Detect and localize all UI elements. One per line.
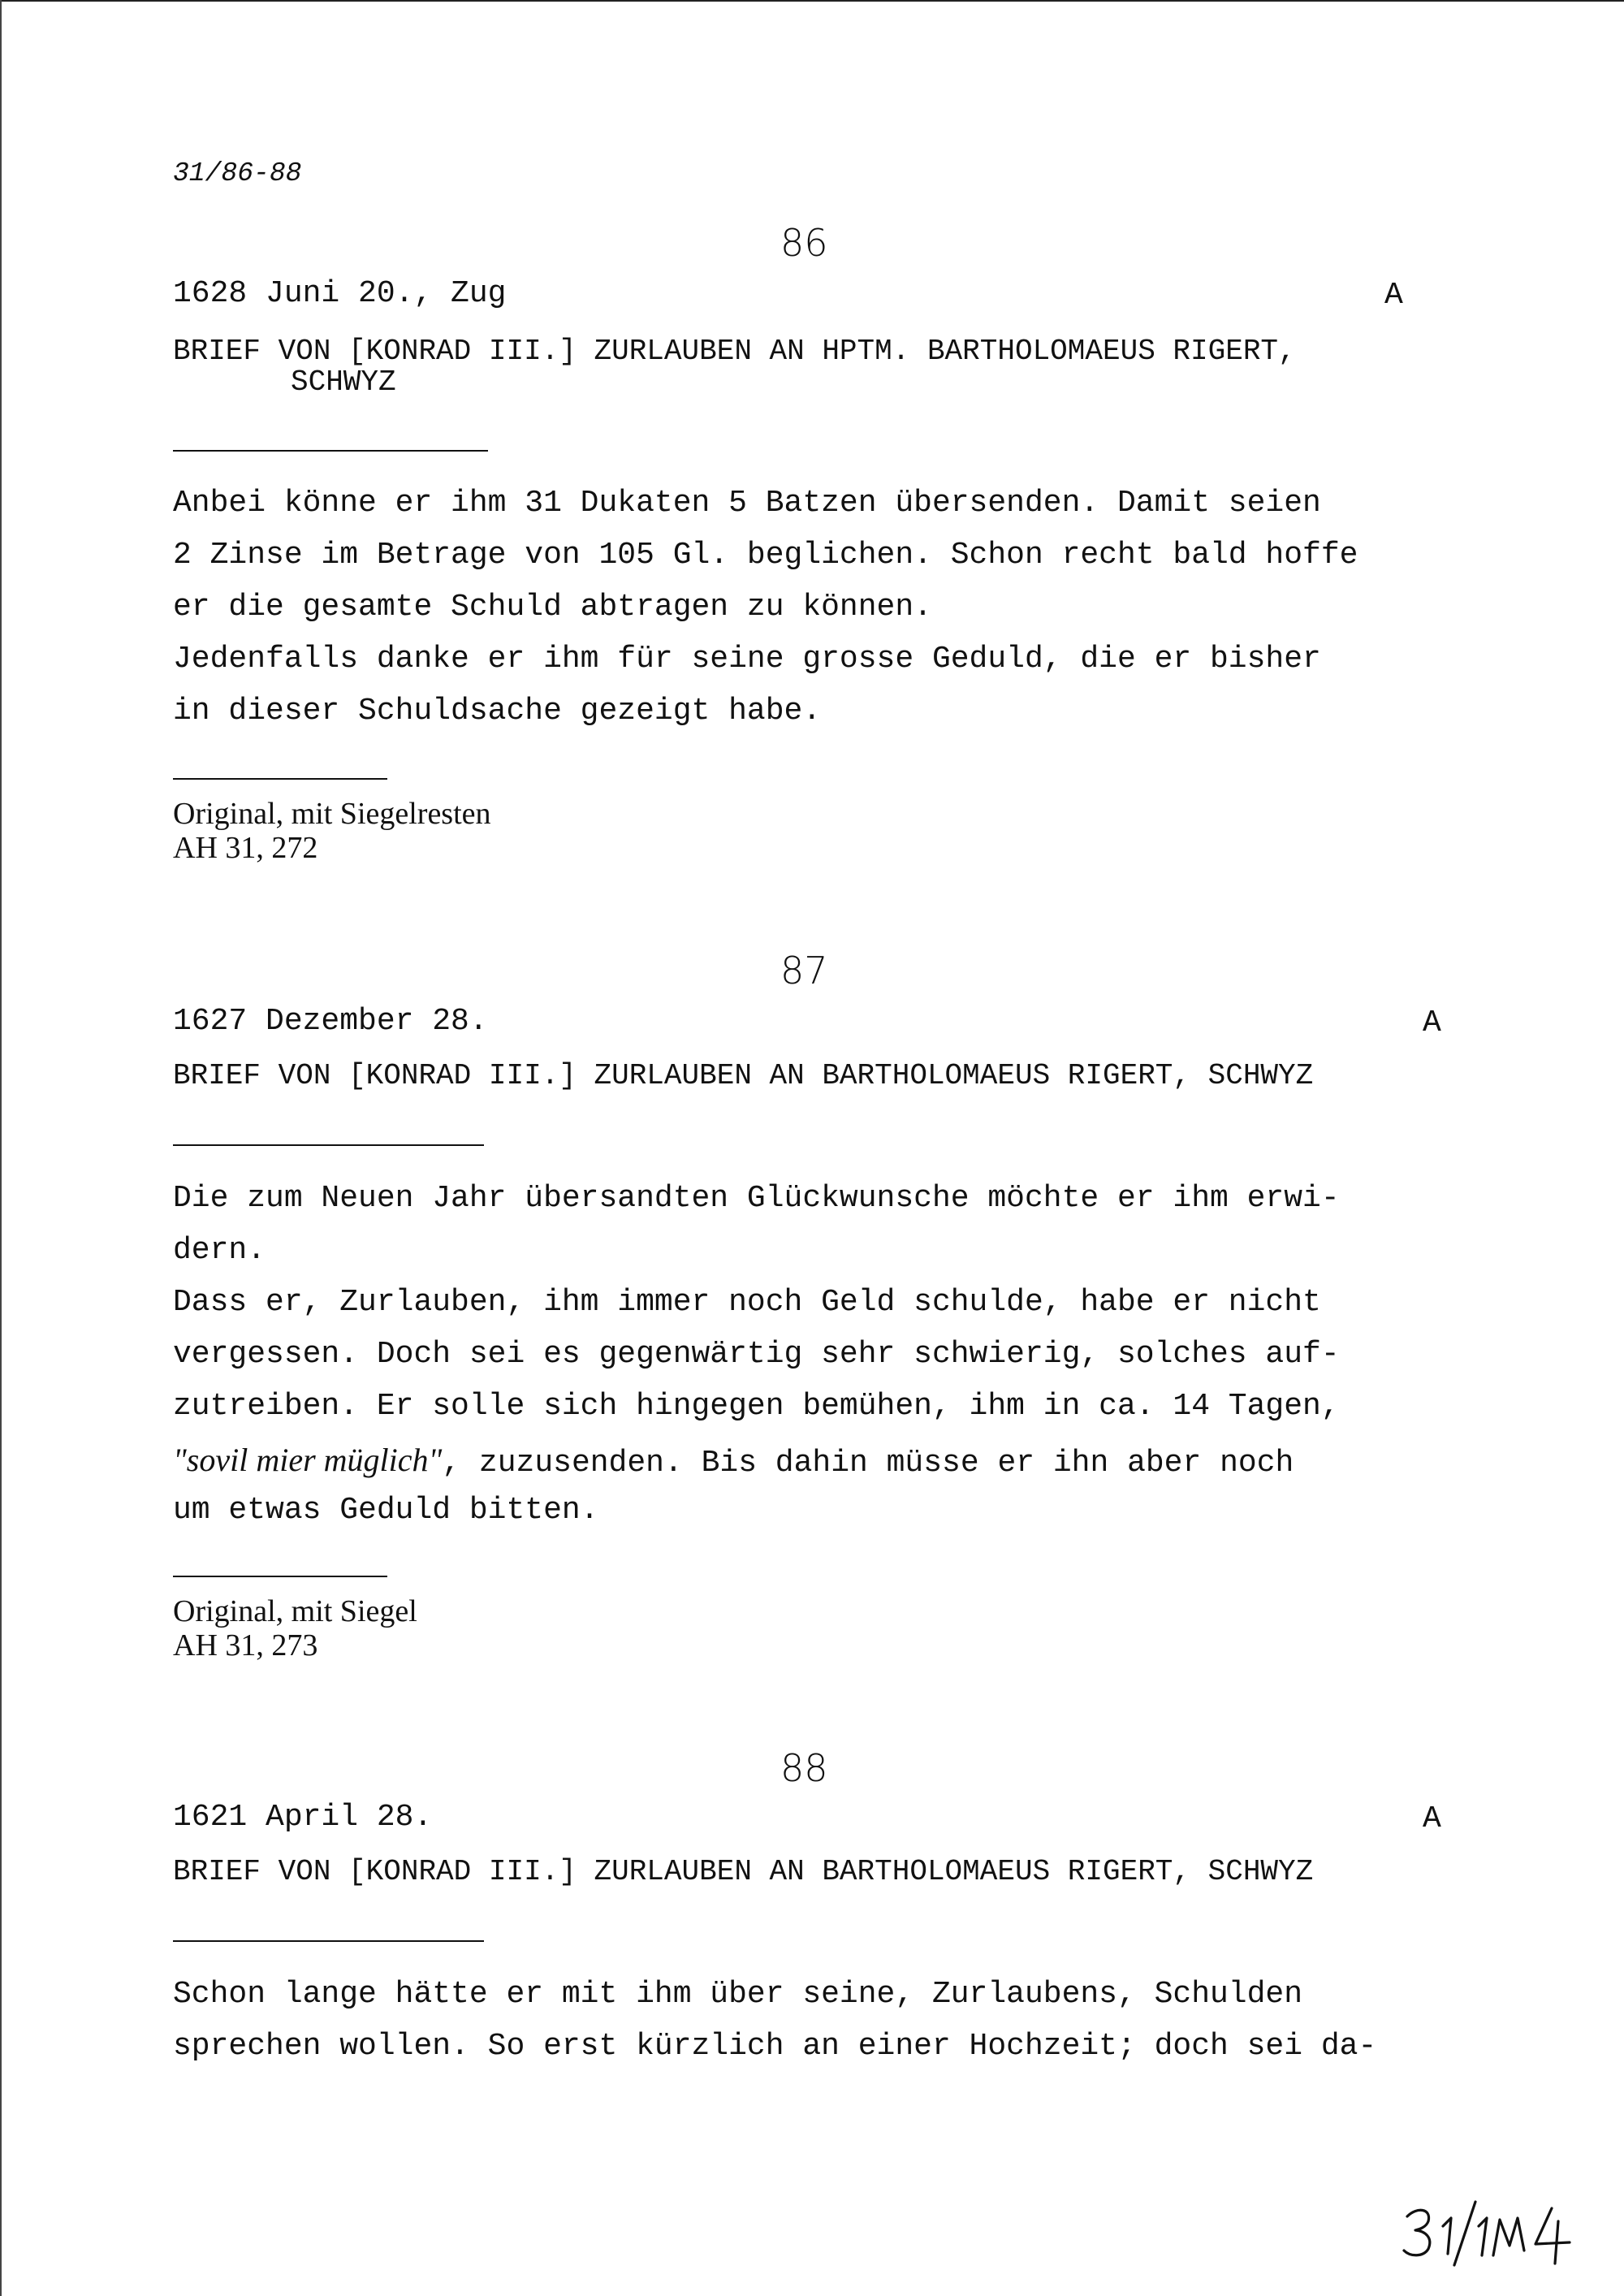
body-line: dern. bbox=[173, 1233, 266, 1268]
body-line: Jedenfalls danke er ihm für seine grosse Geduld, die er bisher bbox=[173, 642, 1321, 677]
body-line: zutreiben. Er solle sich hingegen bemühen, ihm in ca. 14 Tagen, bbox=[173, 1389, 1340, 1424]
entry-title-line: BRIEF VON [KONRAD III.] ZURLAUBEN AN BARTHOLOMAEUS RIGERT, SCHWYZ bbox=[173, 1855, 1314, 1888]
body-line: Schon lange hätte er mit ihm über seine, Zurlaubens, Schulden bbox=[173, 1977, 1303, 2012]
body-line: in dieser Schuldsache gezeigt habe. bbox=[173, 694, 822, 729]
scan-edge-top bbox=[0, 0, 1624, 2]
divider bbox=[173, 1144, 484, 1146]
entry-date: 1628 Juni 20., Zug bbox=[173, 276, 507, 311]
entry-date: 1627 Dezember 28. bbox=[173, 1004, 488, 1039]
body-line: Anbei könne er ihm 31 Dukaten 5 Batzen übersenden. Damit seien bbox=[173, 486, 1321, 521]
handwritten-page-mark bbox=[1401, 2197, 1596, 2270]
body-line: er die gesamte Schuld abtragen zu können. bbox=[173, 590, 932, 625]
entry-code: A bbox=[1423, 1801, 1441, 1836]
body-line: Dass er, Zurlauben, ihm immer noch Geld schulde, habe er nicht bbox=[173, 1285, 1321, 1320]
body-line: sprechen wollen. So erst kürzlich an einer Hochzeit; doch sei da- bbox=[173, 2029, 1377, 2064]
entry-code: A bbox=[1384, 278, 1403, 313]
divider bbox=[173, 1940, 484, 1942]
scan-edge-left bbox=[0, 0, 2, 2296]
entry-title-line: BRIEF VON [KONRAD III.] ZURLAUBEN AN BARTHOLOMAEUS RIGERT, SCHWYZ bbox=[173, 1059, 1314, 1092]
divider bbox=[173, 1576, 387, 1577]
entry-number: 87 bbox=[780, 949, 828, 992]
entry-number: 86 bbox=[780, 221, 828, 265]
body-line: um etwas Geduld bitten. bbox=[173, 1493, 599, 1528]
body-line: vergessen. Doch sei es gegenwärtig sehr schwierig, solches auf- bbox=[173, 1337, 1340, 1372]
source-note: Original, mit Siegel bbox=[173, 1594, 417, 1628]
archive-reference: AH 31, 272 bbox=[173, 831, 318, 865]
body-line: 2 Zinse im Betrage von 105 Gl. beglichen. Schon recht bald hoffe bbox=[173, 538, 1358, 573]
entry-number: 88 bbox=[780, 1746, 828, 1790]
entry-title-line: BRIEF VON [KONRAD III.] ZURLAUBEN AN HPTM. BARTHOLOMAEUS RIGERT, bbox=[173, 335, 1296, 368]
page-reference: 31/86-88 bbox=[173, 158, 302, 188]
divider bbox=[173, 450, 488, 452]
body-line-with-quote bbox=[173, 1441, 1294, 1481]
archive-reference: AH 31, 273 bbox=[173, 1628, 318, 1663]
body-line-rest: , zuzusenden. Bis dahin müsse er ihn aber noch bbox=[442, 1446, 1294, 1481]
entry-title-line: SCHWYZ bbox=[291, 365, 396, 399]
entry-code: A bbox=[1423, 1005, 1441, 1040]
quoted-phrase: "sovil mier müglich" bbox=[173, 1442, 443, 1478]
source-note: Original, mit Siegelresten bbox=[173, 797, 491, 831]
entry-date: 1621 April 28. bbox=[173, 1800, 433, 1835]
divider bbox=[173, 778, 387, 780]
body-line: Die zum Neuen Jahr übersandten Glückwunsche möchte er ihm erwi- bbox=[173, 1181, 1340, 1216]
